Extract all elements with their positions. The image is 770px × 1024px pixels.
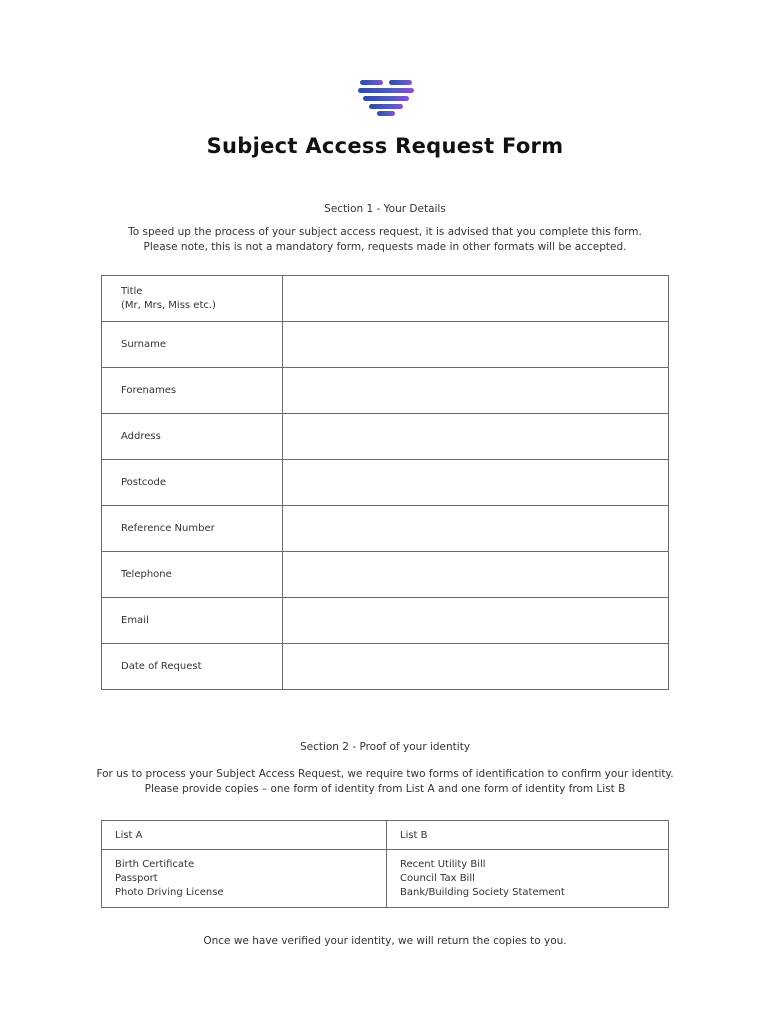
table-row: [102, 322, 669, 368]
field-label-title: [102, 276, 283, 322]
identity-lists-table: [101, 820, 669, 908]
field-label-text: Title: [121, 285, 143, 297]
list-item: Birth Certificate: [115, 858, 195, 870]
forenames-input-cell[interactable]: [283, 368, 669, 414]
field-label-sub: (Mr, Mrs, Miss etc.): [121, 299, 216, 311]
table-row: [102, 821, 669, 850]
table-row: [102, 552, 669, 598]
section1-intro-line2: Please note, this is not a mandatory form, requests made in other formats will be accepted.: [143, 241, 627, 253]
date-of-request-input-cell[interactable]: [283, 644, 669, 690]
section1-heading: Section 1 - Your Details: [324, 203, 446, 215]
reference-number-input-cell[interactable]: [283, 506, 669, 552]
table-row: [102, 414, 669, 460]
list-item: Council Tax Bill: [400, 872, 475, 884]
field-label-surname: Surname: [102, 322, 283, 368]
details-table: [101, 275, 669, 690]
section2-heading: Section 2 - Proof of your identity: [299, 741, 471, 753]
title-input-cell[interactable]: [283, 276, 669, 322]
table-row: [102, 598, 669, 644]
section1-intro-line1: To speed up the process of your subject access request, it is advised that you complete this form.: [128, 226, 642, 238]
field-label-email: Email: [102, 598, 283, 644]
field-label-forenames: Forenames: [102, 368, 283, 414]
list-b-header: List B: [387, 821, 669, 850]
list-a-header: List A: [102, 821, 387, 850]
list-item: Photo Driving License: [115, 886, 224, 898]
page-title: Subject Access Request Form: [206, 134, 564, 158]
list-b-items: [387, 850, 669, 908]
table-row: [102, 368, 669, 414]
field-label-reference-number: Reference Number: [102, 506, 283, 552]
table-row: [102, 276, 669, 322]
list-item: Passport: [115, 872, 158, 884]
section2-intro-line1: For us to process your Subject Access Request, we require two forms of identification to confirm your identity.: [96, 768, 674, 780]
table-row: [102, 506, 669, 552]
telephone-input-cell[interactable]: [283, 552, 669, 598]
table-row: [102, 460, 669, 506]
field-label-postcode: Postcode: [102, 460, 283, 506]
heart-logo-icon: [355, 78, 417, 118]
postcode-input-cell[interactable]: [283, 460, 669, 506]
field-label-telephone: Telephone: [102, 552, 283, 598]
field-label-address: Address: [102, 414, 283, 460]
table-row: [102, 644, 669, 690]
surname-input-cell[interactable]: [283, 322, 669, 368]
field-label-date-of-request: Date of Request: [102, 644, 283, 690]
list-a-items: [102, 850, 387, 908]
list-item: Recent Utility Bill: [400, 858, 486, 870]
table-row: [102, 850, 669, 908]
section2-footer: Once we have verified your identity, we will return the copies to you.: [203, 935, 567, 947]
email-input-cell[interactable]: [283, 598, 669, 644]
list-item: Bank/Building Society Statement: [400, 886, 565, 898]
address-input-cell[interactable]: [283, 414, 669, 460]
section2-intro-line2: Please provide copies – one form of identity from List A and one form of identity from List B: [144, 783, 626, 795]
